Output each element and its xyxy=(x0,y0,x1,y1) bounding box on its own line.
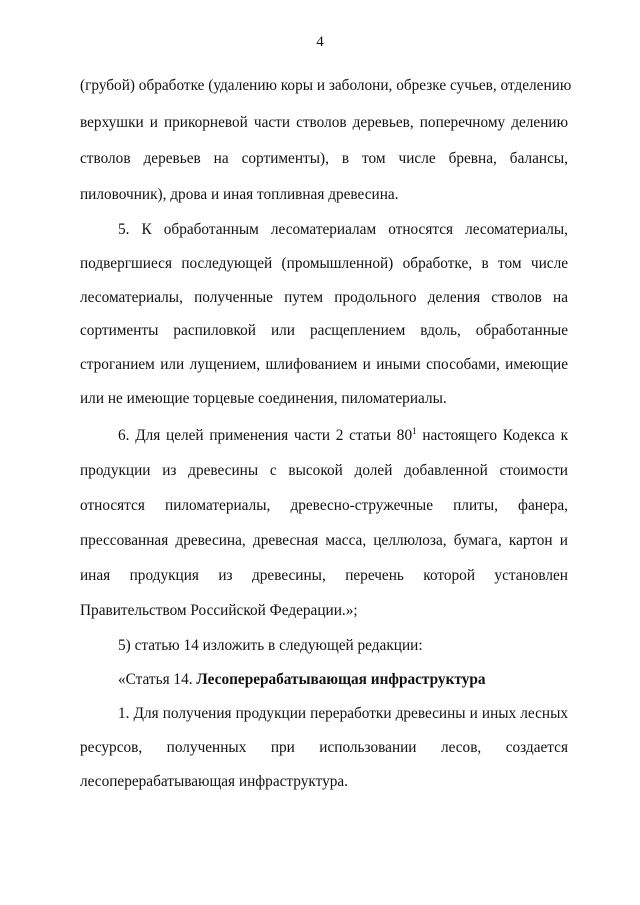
text-fragment: настоящего Кодекса к xyxy=(416,427,569,444)
article-heading xyxy=(118,670,568,690)
text-line: 5. К обработанным лесоматериалам относятся лесоматериалы, xyxy=(118,221,568,238)
text-line: лесоперерабатывающая инфраструктура. xyxy=(80,773,349,790)
text-line: или не имеющие торцевые соединения, пиломатериалы. xyxy=(80,390,447,407)
text-line: иная продукция из древесины, перечень которой установлен xyxy=(80,567,568,584)
article-title: Лесоперерабатывающая инфраструктура xyxy=(196,671,486,688)
text-line: строганием или лущением, шлифованием и иными способами, имеющие xyxy=(80,356,568,373)
text-line: ресурсов, полученных при использовании лесов, создается xyxy=(80,739,568,756)
superscript: 1 xyxy=(412,426,417,436)
text-line: Правительством Российской Федерации.»; xyxy=(80,602,358,619)
text-line: сортименты распиловкой или расщеплением вдоль, обработанные xyxy=(80,322,568,339)
text-line: пиловочник), дрова и иная топливная древесина. xyxy=(80,186,399,203)
text-line: прессованная древесина, древесная масса, целлюлоза, бумага, картон и xyxy=(80,532,568,549)
text-line: продукции из древесины с высокой долей добавленной стоимости xyxy=(80,462,568,479)
amendment-item-5: 5) статью 14 изложить в следующей редакции: xyxy=(118,637,423,654)
text-line: подвергшиеся последующей (промышленной) обработке, в том числе xyxy=(80,255,568,272)
page-number: 4 xyxy=(316,34,324,50)
text-line: стволов деревьев на сортименты), в том числе бревна, балансы, xyxy=(80,150,568,167)
text-fragment: 6. Для целей применения части 2 статьи 80 xyxy=(118,427,413,444)
text-line: верхушки и прикорневой части стволов деревьев, поперечному делению xyxy=(80,114,568,131)
text-line: лесоматериалы, полученные путем продольного деления стволов на xyxy=(80,289,568,306)
article-prefix: «Статья 14. xyxy=(118,671,197,688)
text-line xyxy=(118,426,568,446)
text-line: относятся пиломатериалы, древесно-стружечные плиты, фанера, xyxy=(80,497,568,514)
text-line: 1. Для получения продукции переработки древесины и иных лесных xyxy=(118,705,568,722)
text-line: (грубой) обработке (удалению коры и заболони, обрезке сучьев, отделению xyxy=(80,77,572,94)
